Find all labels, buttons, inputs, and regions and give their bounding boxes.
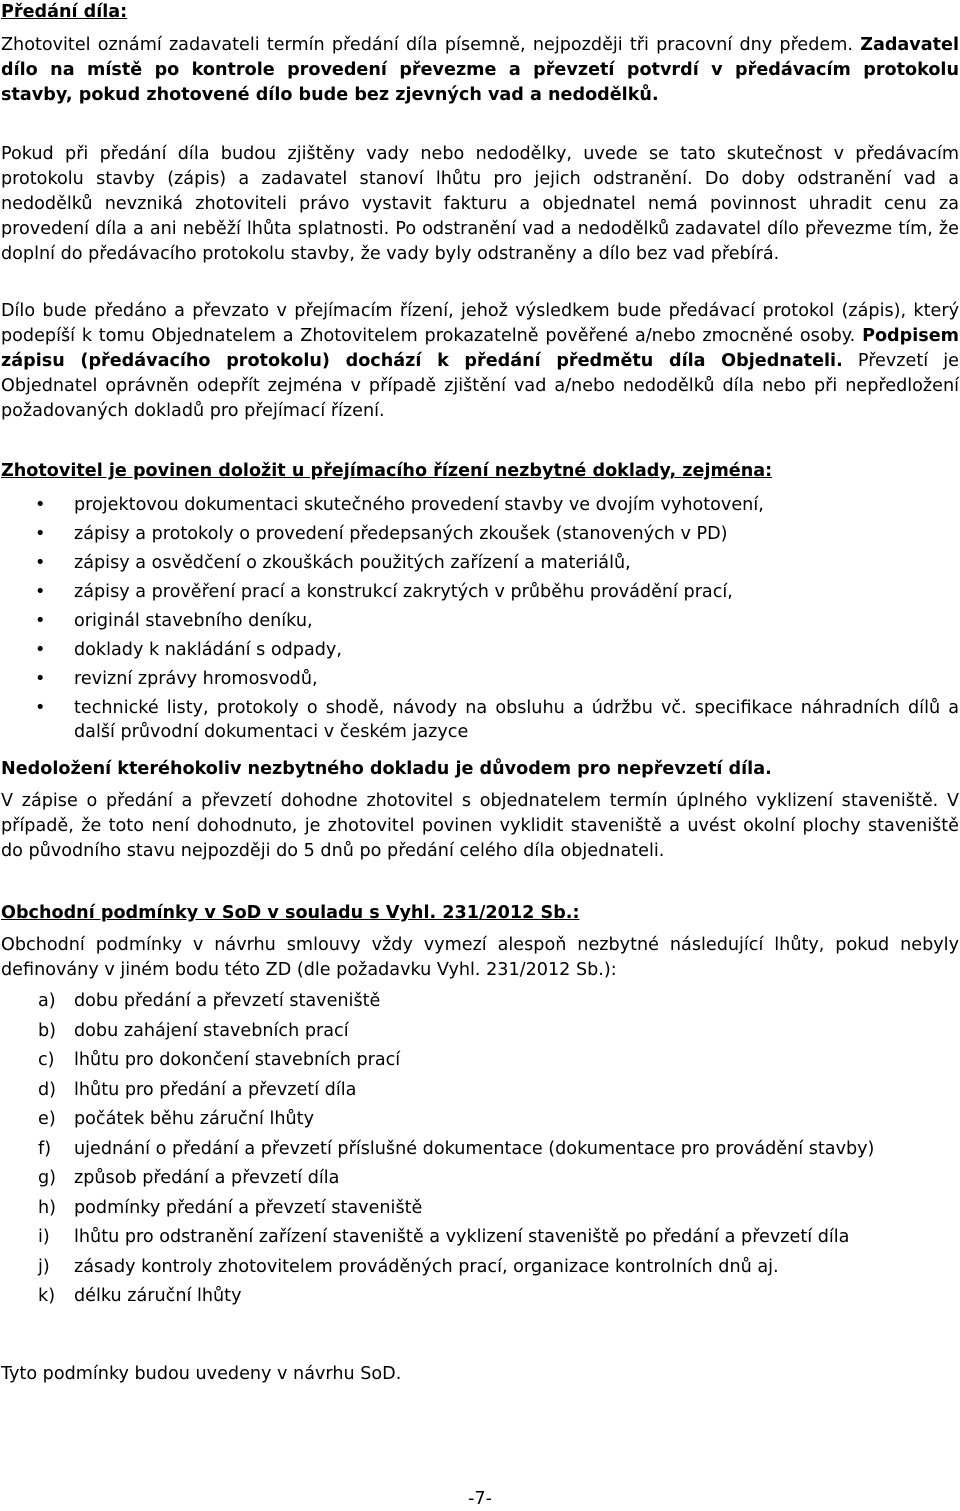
list-item bbox=[1, 1137, 959, 1161]
list-item-marker: b) bbox=[38, 1020, 57, 1041]
list-item-text: způsob předání a převzetí díla bbox=[74, 1168, 340, 1188]
list-item bbox=[1, 1048, 959, 1072]
list-item bbox=[1, 1107, 959, 1131]
list-item-marker: f) bbox=[38, 1138, 52, 1159]
non-acceptance-statement: Nedoložení kteréhokoliv nezbytného dokladu je důvodem pro nepřevzetí díla. bbox=[1, 759, 772, 779]
page-number: -7- bbox=[468, 1489, 492, 1509]
list-item bbox=[1, 609, 959, 633]
list-item-text: lhůtu pro dokončení stavebních prací bbox=[74, 1050, 401, 1070]
list-item bbox=[1, 493, 959, 517]
handover-acceptance-bold-text: Zadavatel dílo na místě po kontrole provedení převezme a převzetí potvrdí v předávacím protokolu stavby, pokud zhotovené dílo bude bez zjevných vad a nedodělků. bbox=[1, 35, 959, 105]
list-item-text: lhůtu pro odstranění zařízení staveniště a vyklizení staveniště po předání a převzetí díla bbox=[74, 1227, 850, 1247]
list-item-text: ujednání o předání a převzetí příslušné dokumentace (dokumentace pro provádění stavby) bbox=[74, 1138, 875, 1159]
list-item-marker: g) bbox=[38, 1168, 57, 1188]
list-item-text: podmínky předání a převzetí staveniště bbox=[74, 1197, 423, 1218]
list-item-marker: c) bbox=[38, 1050, 55, 1070]
refusal-conditions-text: Převzetí je Objednatel oprávněn odepřít zejména v případě zjištění vad a/nebo nedodělků díla nebo při nepředložení požadovaných dokladů pro přejímací řízení. bbox=[1, 351, 959, 421]
list-item-text: revizní zprávy hromosvodů, bbox=[74, 669, 318, 689]
list-item bbox=[1, 580, 959, 604]
list-item-text: počátek běhu záruční lhůty bbox=[74, 1109, 314, 1129]
list-item bbox=[1, 667, 959, 691]
list-item bbox=[1, 1284, 959, 1308]
list-item bbox=[1, 1078, 959, 1102]
list-item-text: délku záruční lhůty bbox=[74, 1286, 242, 1306]
paragraph-defects: Pokud při předání díla budou zjištěny vady nebo nedodělky, uvede se tato skutečnost v předávacím protokolu stavby (zápis) a zadavatel stanoví lhůtu pro jejich odstranění. Do doby odstranění vad a nedodělků nevzniká zhotoviteli právo vystavit fakturu a objednatel nemá povinnost uhradit cenu za provedení díla a ani neběží lhůta splatnosti. Po odstranění vad a nedodělků zadavatel dílo převezme tím, že doplní do předávacího protokolu stavby, že vady byly odstraněny a dílo bez vad přebírá. bbox=[1, 144, 959, 264]
bullet-icon: • bbox=[35, 611, 46, 631]
list-item bbox=[1, 551, 959, 575]
list-item-marker: k) bbox=[38, 1286, 56, 1306]
list-item bbox=[1, 522, 959, 546]
list-item-text: projektovou dokumentaci skutečného provedení stavby ve dvojím vyhotovení, bbox=[74, 495, 764, 515]
protocol-signature-bold-text: Podpisem zápisu (předávacího protokolu) dochází k předání předmětu díla Objednateli. bbox=[1, 326, 959, 371]
list-item-marker: a) bbox=[38, 991, 56, 1011]
list-item-text: dobu zahájení stavebních prací bbox=[74, 1020, 349, 1041]
acceptance-procedure-text: Dílo bude předáno a převzato v přejímacím řízení, jehož výsledkem bude předávací protokol (zápis), který podepíší k tomu Objednatelem a Zhotovitelem prokazatelně pověřené a/nebo zmocněné osoby. bbox=[1, 301, 959, 346]
list-item-text: technické listy, protokoly o shodě, návody na obsluhu a údržbu vč. specifikace náhradních dílů a další průvodní dokumentaci v českém jazyce bbox=[74, 698, 959, 742]
list-item-text: zápisy a osvědčení o zkouškách použitých zařízení a materiálů, bbox=[74, 553, 631, 573]
section-title-predani-dila: Předání díla: bbox=[1, 2, 128, 22]
list-item bbox=[1, 989, 959, 1013]
list-item-text: zápisy a prověření prací a konstrukcí zakrytých v průběhu provádění prací, bbox=[74, 582, 733, 602]
bullet-icon: • bbox=[35, 582, 46, 602]
commercial-terms-list bbox=[1, 989, 959, 1314]
paragraph-site-clearance: V zápise o předání a převzetí dohodne zhotovitel s objednatelem termín úplného vyklizení staveniště. V případě, že toto není dohodnuto, je zhotovitel povinen vyklidit staveniště a uvést okolní plochy staveniště do původního stavu nejpozději do 5 dnů po předání celého díla objednateli. bbox=[1, 791, 959, 861]
list-item-text: dobu předání a převzetí staveniště bbox=[74, 991, 381, 1011]
bullet-icon: • bbox=[35, 524, 46, 544]
list-item bbox=[1, 1166, 959, 1190]
commercial-terms-intro: Obchodní podmínky v návrhu smlouvy vždy vymezí alespoň nezbytné následující lhůty, pokud nebyly definovány v jiném bodu této ZD (dle požadavku Vyhl. 231/2012 Sb.): bbox=[1, 935, 959, 980]
list-item bbox=[1, 696, 959, 744]
handover-notice-text: Zhotovitel oznámí zadavateli termín předání díla písemně, nejpozději tři pracovní dny předem. bbox=[1, 35, 861, 55]
list-item bbox=[1, 1196, 959, 1220]
bullet-icon: • bbox=[35, 640, 46, 660]
list-item-marker: e) bbox=[38, 1109, 56, 1129]
bullet-icon: • bbox=[35, 553, 46, 573]
list-item-text: doklady k nakládání s odpady, bbox=[74, 640, 342, 660]
list-item-text: zápisy a protokoly o provedení předepsaných zkoušek (stanovených v PD) bbox=[74, 524, 728, 544]
paragraph-acceptance-procedure bbox=[1, 299, 959, 424]
list-item-marker: d) bbox=[38, 1079, 57, 1100]
list-item-marker: j) bbox=[38, 1256, 50, 1277]
list-item-text: originál stavebního deníku, bbox=[74, 611, 313, 631]
required-documents-heading: Zhotovitel je povinen doložit u přejímacího řízení nezbytné doklady, zejména: bbox=[1, 461, 773, 481]
bullet-icon: • bbox=[35, 495, 46, 515]
list-item-marker: h) bbox=[38, 1197, 57, 1218]
paragraph-handover-notice bbox=[1, 33, 959, 108]
list-item bbox=[1, 1255, 959, 1279]
list-item bbox=[1, 1225, 959, 1249]
bullet-icon: • bbox=[35, 698, 46, 718]
bullet-icon: • bbox=[35, 669, 46, 689]
list-item-marker: i) bbox=[38, 1227, 50, 1247]
closing-sentence: Tyto podmínky budou uvedeny v návrhu SoD. bbox=[1, 1364, 402, 1384]
list-item-text: lhůtu pro předání a převzetí díla bbox=[74, 1079, 357, 1100]
list-item bbox=[1, 638, 959, 662]
required-documents-list bbox=[1, 493, 959, 744]
commercial-terms-heading: Obchodní podmínky v SoD v souladu s Vyhl. 231/2012 Sb.: bbox=[1, 903, 580, 923]
list-item bbox=[1, 1019, 959, 1043]
list-item-text: zásady kontroly zhotovitelem prováděných prací, organizace kontrolních dnů aj. bbox=[74, 1256, 779, 1277]
